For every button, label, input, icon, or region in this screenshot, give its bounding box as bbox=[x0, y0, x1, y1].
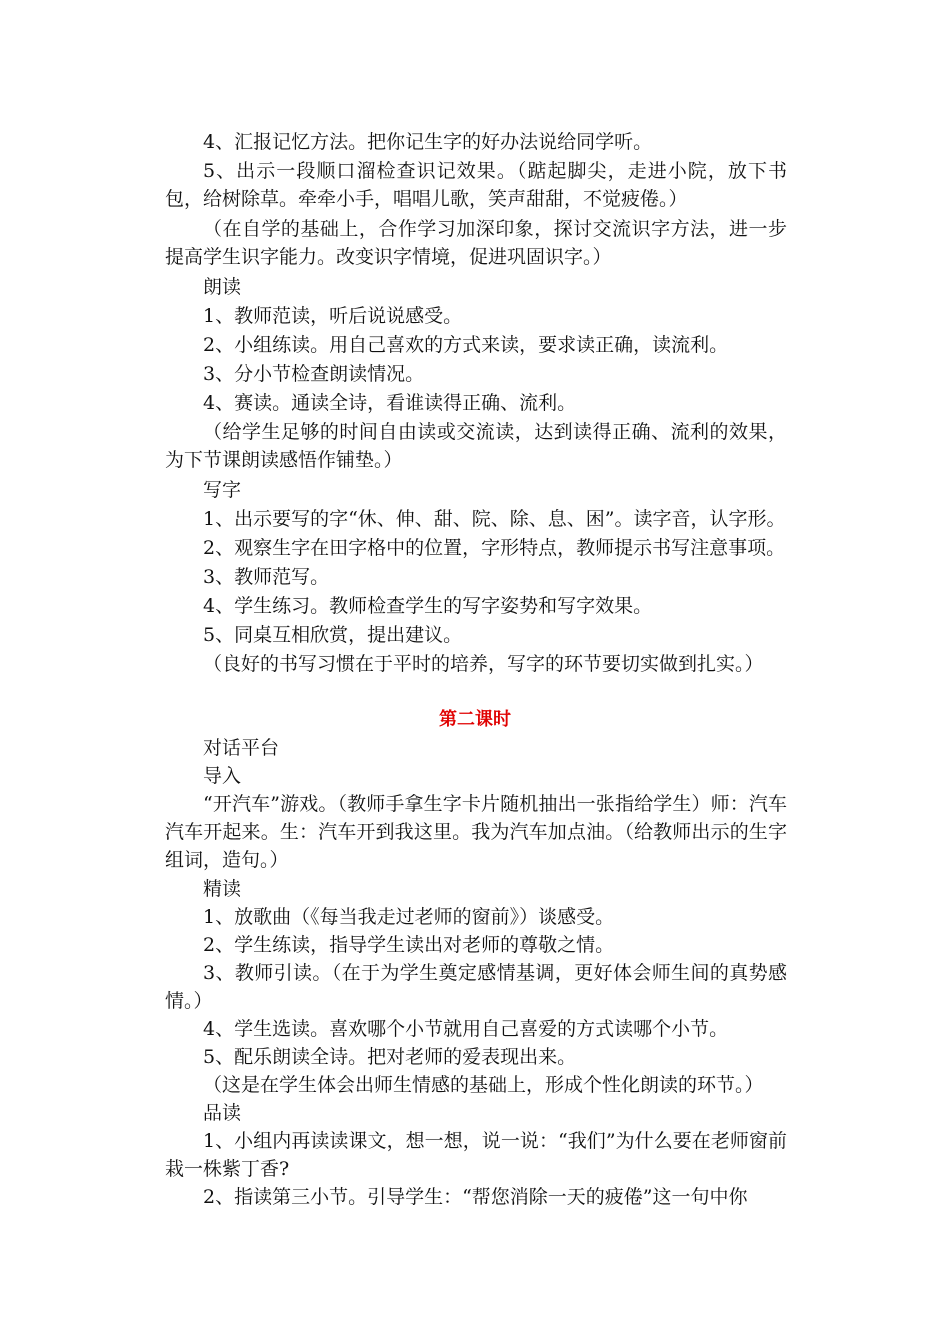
paragraph: 对话平台 bbox=[203, 737, 280, 759]
paragraph: 3、分小节检查朗读情况。 bbox=[203, 363, 425, 385]
paragraph: 2、学生练读，指导学生读出对老师的尊敬之情。 bbox=[203, 934, 615, 956]
paragraph: 5、出示一段顺口溜检查识记效果。（踮起脚尖，走进小院，放下书包，给树除草。牵牵小手，唱唱儿歌，笑声甜甜，不觉疲倦。） bbox=[165, 160, 787, 210]
paragraph: 5、同桌互相欣赏，提出建议。 bbox=[203, 624, 463, 646]
paragraph: （良好的书写习惯在于平时的培养，写字的环节要切实做到扎实。） bbox=[203, 653, 764, 675]
section-heading: 第二课时 bbox=[439, 709, 511, 730]
paragraph: 朗读 bbox=[203, 276, 242, 298]
paragraph: “开汽车”游戏。（教师手拿生字卡片随机抽出一张指给学生）师：汽车汽车开起来。生：汽车开到我这里。我为汽车加点油。（给教师出示的生字组词，造句。） bbox=[165, 793, 787, 871]
paragraph: （给学生足够的时间自由读或交流读，达到读得正确、流利的效果，为下节课朗读感悟作铺垫。） bbox=[165, 421, 787, 471]
paragraph: 4、汇报记忆方法。把你记生字的好办法说给同学听。 bbox=[203, 131, 653, 153]
paragraph: 写字 bbox=[203, 479, 242, 501]
paragraph: 2、观察生字在田字格中的位置，字形特点，教师提示书写注意事项。 bbox=[203, 537, 786, 559]
paragraph: 3、教师引读。（在于为学生奠定感情基调，更好体会师生间的真势感情。） bbox=[165, 962, 787, 1012]
paragraph: 5、配乐朗读全诗。把对老师的爱表现出来。 bbox=[203, 1046, 577, 1068]
paragraph: 精读 bbox=[203, 878, 242, 900]
paragraph: 2、指读第三小节。引导学生：“帮您消除一天的疲倦”这一句中你 bbox=[203, 1186, 748, 1208]
paragraph: 4、学生练习。教师检查学生的写字姿势和写字效果。 bbox=[203, 595, 653, 617]
paragraph: 2、小组练读。用自己喜欢的方式来读，要求读正确，读流利。 bbox=[203, 334, 729, 356]
paragraph: 4、赛读。通读全诗，看谁读得正确、流利。 bbox=[203, 392, 577, 414]
paragraph: 1、出示要写的字“休、伸、甜、院、除、息、困”。读字音，认字形。 bbox=[203, 508, 786, 530]
paragraph: 导入 bbox=[203, 765, 242, 787]
paragraph: 1、小组内再读读课文，想一想，说一说：“我们”为什么要在老师窗前栽一株紫丁香? bbox=[165, 1130, 787, 1180]
paragraph: 1、放歌曲（《每当我走过老师的窗前》）谈感受。 bbox=[203, 906, 615, 928]
paragraph: 4、学生选读。喜欢哪个小节就用自己喜爱的方式读哪个小节。 bbox=[203, 1018, 729, 1040]
paragraph: 品读 bbox=[203, 1102, 242, 1124]
paragraph: （这是在学生体会出师生情感的基础上，形成个性化朗读的环节。） bbox=[203, 1074, 764, 1096]
paragraph: （在自学的基础上，合作学习加深印象，探讨交流识字方法，进一步提高学生识字能力。改变识字情境，促进巩固识字。） bbox=[165, 218, 787, 268]
paragraph: 1、教师范读，听后说说感受。 bbox=[203, 305, 463, 327]
paragraph: 3、教师范写。 bbox=[203, 566, 330, 588]
